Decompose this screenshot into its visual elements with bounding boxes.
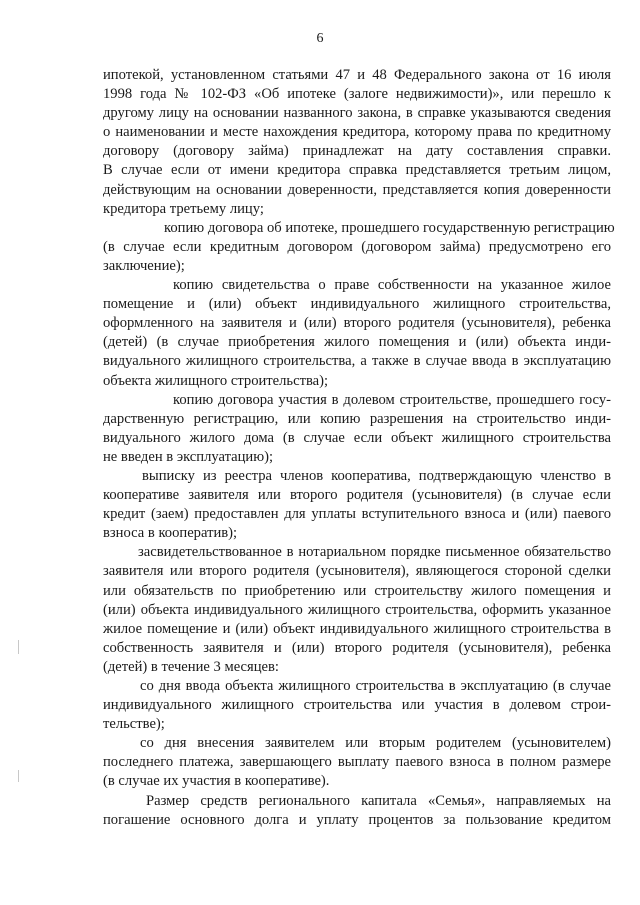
- text-line: последнего платежа, завершающего выплату паевого взноса в полном размере: [103, 754, 611, 771]
- text-line: (детей) (в случае приобретения жилого помещения и (или) объекта инди-: [103, 334, 611, 351]
- text-line: погашение основного долга и уплату процентов за пользование кредитом: [103, 811, 611, 828]
- text-line: заявителя или второго родителя (усыновителя), являющегося стороной сделки: [103, 563, 611, 580]
- text-line: помещение и (или) объект индивидуального жилищного строительства,: [103, 296, 611, 313]
- text-line: выписку из реестра членов кооператива, подтверждающую членство в: [142, 467, 611, 484]
- text-line: другому лицу на основании названного закона, в справке указываются сведения: [103, 105, 611, 122]
- text-line: оформленного на заявителя и (или) второго родителя (усыновителя), ребенка: [103, 315, 611, 332]
- text-line: тельстве);: [103, 716, 165, 733]
- text-line: засвидетельствованное в нотариальном порядке письменное обязательство: [138, 544, 611, 561]
- text-line: или обязательств по приобретению или строительству жилого помещения и: [103, 582, 611, 599]
- text-line: индивидуального жилищного строительства или участия в долевом строи-: [103, 697, 611, 714]
- text-line: копию договора об ипотеке, прошедшего государственную регистрацию: [164, 219, 615, 236]
- text-line: со дня ввода объекта жилищного строительства в эксплуатацию (в случае: [140, 678, 611, 694]
- text-line: видуального жилищного строительства, а также в случае ввода в эксплуатацию: [103, 353, 611, 370]
- text-line: 1998 года № 102-ФЗ «Об ипотеке (залоге недвижимости)», или перешло к: [103, 86, 611, 103]
- text-line: договору (договору займа) принадлежат на дату составления справки.: [103, 143, 611, 160]
- scan-margin-mark: [18, 640, 19, 654]
- text-line: ипотекой, установленном статьями 47 и 48 Федерального закона от 16 июля: [103, 67, 611, 83]
- text-line: (или) объекта индивидуального жилищного строительства, оформить указанное: [103, 601, 611, 618]
- document-body: [103, 66, 615, 830]
- text-line: жилое помещение и (или) объект индивидуального жилищного строительства в: [103, 620, 611, 637]
- text-line: кооперативе заявителя или второго родителя (усыновителя) (в случае если: [103, 487, 611, 504]
- text-line: кредитора третьему лицу;: [103, 200, 264, 217]
- scan-margin-mark: [18, 770, 19, 782]
- text-line: о наименовании и месте нахождения кредитора, которому права по кредитному: [103, 124, 611, 141]
- text-line: (в случае если кредитным договором (договором займа) предусмотрено его: [103, 238, 611, 255]
- text-line: взноса в кооператив);: [103, 525, 238, 542]
- text-line: копию договора участия в долевом строительстве, прошедшего госу-: [173, 391, 611, 408]
- text-line: В случае если от имени кредитора справка представляется третьим лицом,: [103, 162, 611, 179]
- text-line: собственность заявителя и (или) второго родителя (усыновителя), ребенка: [103, 639, 611, 656]
- text-line: дарственную регистрацию, или копию разрешения на строительство инди-: [103, 410, 611, 427]
- text-line: (детей) в течение 3 месяцев:: [103, 658, 279, 675]
- text-line: видуального жилого дома (в случае если объект жилищного строительства: [103, 429, 611, 446]
- text-line: объекта жилищного строительства);: [103, 372, 329, 389]
- text-line: копию свидетельства о праве собственности на указанное жилое: [173, 277, 611, 294]
- text-line: со дня внесения заявителем или вторым родителем (усыновителем): [140, 735, 611, 752]
- text-line: Размер средств регионального капитала «Семья», направляемых на: [146, 792, 611, 809]
- text-line: кредит (заем) предоставлен для уплаты вступительного взноса и (или) паевого: [103, 506, 611, 523]
- text-line: действующим на основании доверенности, представляется копия доверенности: [103, 181, 611, 198]
- text-line: заключение);: [103, 257, 185, 274]
- page-number: 6: [316, 31, 324, 46]
- text-line: не введен в эксплуатацию);: [103, 448, 274, 465]
- text-line: (в случае их участия в кооперативе).: [103, 773, 330, 790]
